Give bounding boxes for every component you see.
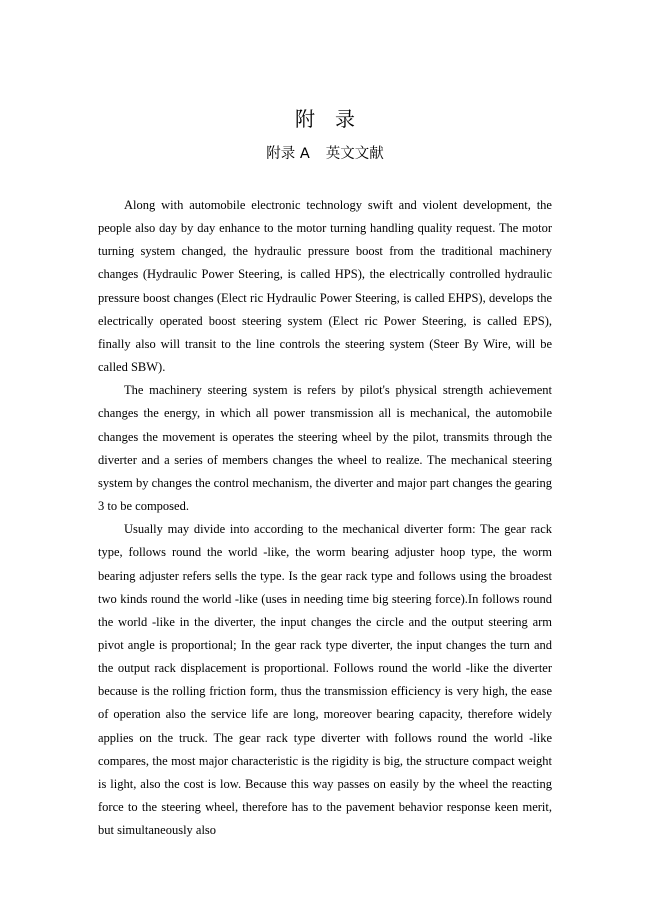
appendix-title xyxy=(0,106,650,132)
appendix-title-right: 录 xyxy=(335,107,355,131)
appendix-subtitle-left: 附录 A xyxy=(266,146,310,162)
paragraph: Along with automobile electronic technology swift and violent development, the people also day by day enhance to the motor turning handling quality request. The motor turning system changed, the hydraulic pressure boost from the traditional machinery changes (Hydraulic Power Steering, is called HPS), the electrically controlled hydraulic pressure boost changes (Elect ric Hydraulic Power Steering, is called EHPS), develops the electrically operated boost steering system (Elect ric Power Steering, is called EPS), finally also will transit to the line controls the steering system (Steer By Wire, will be called SBW). xyxy=(98,198,552,375)
document-body xyxy=(98,194,552,842)
paragraph: Usually may divide into according to the mechanical diverter form: The gear rack type, follows round the world -like, the worm bearing adjuster hoop type, the worm bearing adjuster refers sells the type. Is the gear rack type and follows using the broadest two kinds round the world -like (uses in needing time big steering force).In follows round the world -like in the diverter, the input changes the circle and the output steering arm pivot angle is proportional; In the gear rack type diverter, the input changes the turn and the output rack displacement is proportional. Follows round the world -like the diverter because is the rolling friction form, thus the transmission efficiency is very high, the ease of operation also the service life are long, moreover bearing capacity, therefore widely applies on the truck. The gear rack type diverter with follows round the world -like compares, the most major characteristic is the rigidity is big, the structure compact weight is light, also the cost is low. Because this way passes on easily by the wheel the reacting force to the steering wheel, therefore has to the pavement behavior response keen merit, but simultaneously also xyxy=(98,522,552,838)
paragraph: The machinery steering system is refers by pilot's physical strength achievement changes the energy, in which all power transmission all is mechanical, the automobile changes the movement is operates the steering wheel by the pilot, transmits through the diverter and a series of members changes the wheel to realize. The mechanical steering system by changes the control mechanism, the diverter and major part changes the gearing 3 to be composed. xyxy=(98,383,552,514)
appendix-subtitle xyxy=(0,143,650,165)
appendix-subtitle-right: 英文文献 xyxy=(325,146,384,162)
appendix-title-left: 附 xyxy=(295,107,315,131)
